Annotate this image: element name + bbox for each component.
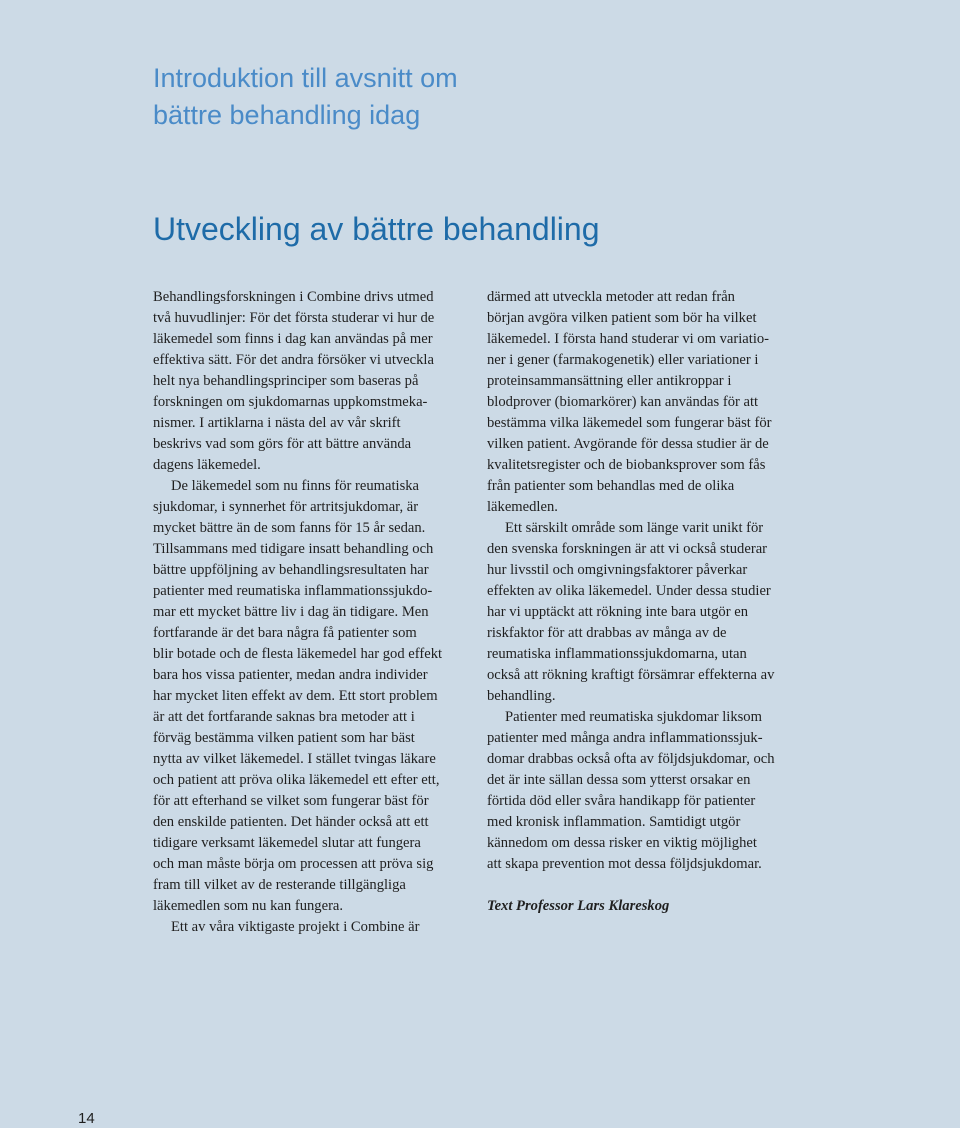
left-text-column	[153, 287, 471, 938]
text-line: domar drabbas också ofta av följdsjukdomar, och	[487, 751, 775, 767]
text-line: behandling.	[487, 688, 556, 704]
text-line: effektiva sätt. För det andra försöker vi utveckla	[153, 352, 434, 368]
text-line: Patienter med reumatiska sjukdomar liksom	[505, 709, 762, 725]
text-line: helt nya behandlingsprinciper som baseras på	[153, 373, 419, 389]
text-line: De läkemedel som nu finns för reumatiska	[171, 478, 420, 494]
text-line: vilken patient. Avgörande för dessa studier är de	[487, 436, 769, 452]
text-line: förtida död eller svåra handikapp för patienter	[487, 793, 756, 809]
text-line: för att efterhand se vilket som fungerar bäst för	[153, 793, 429, 809]
text-line: kvalitetsregister och de biobanksprover som fås	[487, 457, 766, 473]
left-column-paragraph	[153, 476, 471, 917]
text-line: läkemedlen som nu kan fungera.	[153, 898, 344, 914]
text-line: riskfaktor för att drabbas av många av de	[487, 625, 727, 641]
text-line: dagens läkemedel.	[153, 457, 261, 473]
text-line: fram till vilket av de resterande tillgängliga	[153, 877, 406, 893]
text-line: bättre uppföljning av behandlingsresultaten har	[153, 562, 429, 578]
text-line: läkemedel. I första hand studerar vi om variatio-	[487, 331, 770, 347]
text-line: nytta av vilket läkemedel. I stället tvingas läkare	[153, 751, 436, 767]
page-number: 14	[78, 1110, 95, 1127]
author-credit: Text Professor Lars Klareskog	[487, 898, 670, 914]
right-column-paragraph	[487, 707, 805, 875]
text-line: och patient att pröva olika läkemedel ett efter ett,	[153, 772, 440, 788]
text-line: patienter med reumatiska inflammationssjukdo-	[153, 583, 433, 599]
text-line: fortfarande är det bara några få patienter som	[153, 625, 417, 641]
text-line: har mycket liten effekt av dem. Ett stort problem	[153, 688, 438, 704]
text-line: mycket bättre än de som fanns för 15 år sedan.	[153, 520, 426, 536]
text-line: två huvudlinjer: För det första studerar vi hur de	[153, 310, 435, 326]
text-line: blir botade och de flesta läkemedel har god effekt	[153, 646, 443, 662]
section-header-line-1: Introduktion till avsnitt om	[153, 63, 458, 93]
text-line: att skapa prevention mot dessa följdsjukdomar.	[487, 856, 762, 872]
text-line: också att rökning kraftigt försämrar effekterna av	[487, 667, 775, 683]
text-line: forskningen om sjukdomarnas uppkomstmeka-	[153, 394, 428, 410]
right-text-column	[487, 287, 805, 917]
text-line: från patienter som behandlas med de olika	[487, 478, 735, 494]
section-header-line-2: bättre behandling idag	[153, 100, 421, 130]
text-line: Ett särskilt område som länge varit unikt för	[505, 520, 764, 536]
text-line: kännedom om dessa risker en viktig möjlighet	[487, 835, 757, 851]
text-line: Tillsammans med tidigare insatt behandling och	[153, 541, 434, 557]
text-line: blodprover (biomarkörer) kan användas för att	[487, 394, 759, 410]
text-line: har vi upptäckt att rökning inte bara utgör en	[487, 604, 748, 620]
text-line: början avgöra vilken patient som bör ha vilket	[487, 310, 757, 326]
text-line: därmed att utveckla metoder att redan från	[487, 289, 735, 305]
text-line: det är inte sällan dessa som ytterst orsakar en	[487, 772, 751, 788]
text-line: hur livsstil och omgivningsfaktorer påverkar	[487, 562, 748, 578]
right-column-paragraph	[487, 287, 805, 518]
text-line: mar ett mycket bättre liv i dag än tidigare. Men	[153, 604, 429, 620]
text-line: är att det fortfarande saknas bra metoder att i	[153, 709, 415, 725]
text-line: sjukdomar, i synnerhet för artritsjukdomar, är	[153, 499, 419, 515]
text-line: nismer. I artiklarna i nästa del av vår skrift	[153, 415, 401, 431]
text-line: den svenska forskningen är att vi också studerar	[487, 541, 768, 557]
text-line: patienter med många andra inflammationssjuk-	[487, 730, 763, 746]
text-line: förväg bestämma vilken patient som har bäst	[153, 730, 415, 746]
text-line: tidigare verksamt läkemedel slutar att fungera	[153, 835, 421, 851]
text-line: läkemedlen.	[487, 499, 558, 515]
section-header	[153, 60, 458, 134]
text-line: reumatiska inflammationssjukdomarna, utan	[487, 646, 747, 662]
text-line: ner i gener (farmakogenetik) eller variationer i	[487, 352, 759, 368]
text-line: beskrivs vad som görs för att bättre använda	[153, 436, 412, 452]
left-column-paragraph	[153, 287, 471, 476]
text-line: proteinsammansättning eller antikroppar i	[487, 373, 732, 389]
text-line: Behandlingsforskningen i Combine drivs utmed	[153, 289, 434, 305]
text-line: bestämma vilka läkemedel som fungerar bäst för	[487, 415, 772, 431]
text-line: och man måste börja om processen att pröva sig	[153, 856, 434, 872]
article-title: Utveckling av bättre behandling	[153, 211, 600, 247]
right-column-paragraph	[487, 518, 805, 707]
left-column-paragraph	[153, 917, 471, 938]
text-line: den enskilde patienten. Det händer också att ett	[153, 814, 429, 830]
text-line: läkemedel som finns i dag kan användas på mer	[153, 331, 433, 347]
text-line: effekten av olika läkemedel. Under dessa studier	[487, 583, 771, 599]
text-line: med kronisk inflammation. Samtidigt utgör	[487, 814, 741, 830]
text-line: Ett av våra viktigaste projekt i Combine är	[171, 919, 420, 935]
text-line: bara hos vissa patienter, medan andra individer	[153, 667, 428, 683]
